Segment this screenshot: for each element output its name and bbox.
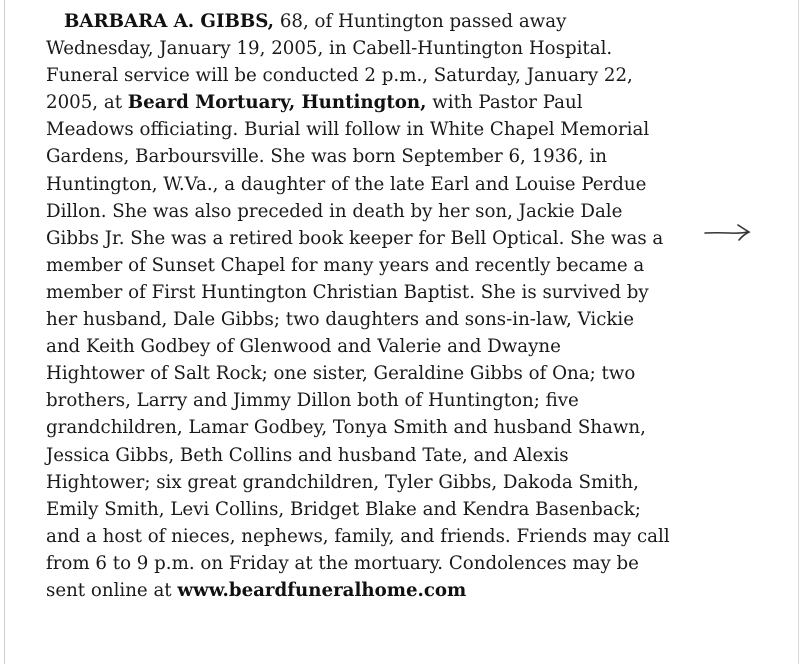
obituary-line: member of First Huntington Christian Baptist. She is survived by: [46, 281, 649, 303]
obituary-line: member of Sunset Chapel for many years and recently became a: [46, 254, 645, 276]
clipping-left-edge: [4, 0, 5, 664]
obituary-line: from 6 to 9 p.m. on Friday at the mortuary. Condolences may be: [46, 552, 639, 574]
arrow-right-icon: [703, 222, 753, 242]
obituary-line: and a host of nieces, nephews, family, and friends. Friends may call: [46, 525, 670, 547]
obituary-line: Huntington, W.Va., a daughter of the late Earl and Louise Perdue: [46, 173, 647, 195]
obituary-line: BARBARA A. GIBBS, 68, of Huntington passed away: [64, 11, 567, 32]
obituary-text: [46, 8, 762, 604]
obituary-line: Wednesday, January 19, 2005, in Cabell-Huntington Hospital.: [46, 38, 613, 60]
obituary-line: grandchildren, Lamar Godbey, Tonya Smith and husband Shawn,: [46, 417, 646, 439]
obituary-line: Jessica Gibbs, Beth Collins and husband Tate, and Alexis: [46, 444, 569, 466]
deceased-name: BARBARA A. GIBBS,: [64, 11, 275, 32]
obituary-line: and Keith Godbey of Glenwood and Valerie and Dwayne: [46, 336, 561, 358]
obituary-line: Dillon. She was also preceded in death by her son, Jackie Dale: [46, 200, 623, 222]
obituary-line: Gardens, Barboursville. She was born September 6, 1936, in: [46, 146, 607, 168]
obituary-line: Emily Smith, Levi Collins, Bridget Blake and Kendra Basenback;: [46, 498, 641, 520]
obituary-line: sent online at www.beardfuneralhome.com: [46, 579, 467, 601]
obituary-line: Gibbs Jr. She was a retired book keeper for Bell Optical. She was a: [46, 227, 664, 249]
clipping-right-edge: [798, 0, 799, 664]
obituary-line: 2005, at Beard Mortuary, Huntington, with Pastor Paul: [46, 92, 583, 114]
obituary-line: Meadows officiating. Burial will follow in White Chapel Memorial: [46, 119, 650, 141]
obituary-line: brothers, Larry and Jimmy Dillon both of Huntington; five: [46, 390, 579, 412]
obituary-line: her husband, Dale Gibbs; two daughters and sons-in-law, Vickie: [46, 309, 635, 331]
obituary-line: Hightower of Salt Rock; one sister, Geraldine Gibbs of Ona; two: [46, 363, 636, 385]
funeral-home-website: www.beardfuneralhome.com: [177, 579, 467, 601]
obituary-line: Funeral service will be conducted 2 p.m., Saturday, January 22,: [46, 65, 633, 87]
obituary-line: Hightower; six great grandchildren, Tyler Gibbs, Dakoda Smith,: [46, 471, 639, 493]
funeral-home-name: Beard Mortuary, Huntington,: [127, 92, 427, 114]
